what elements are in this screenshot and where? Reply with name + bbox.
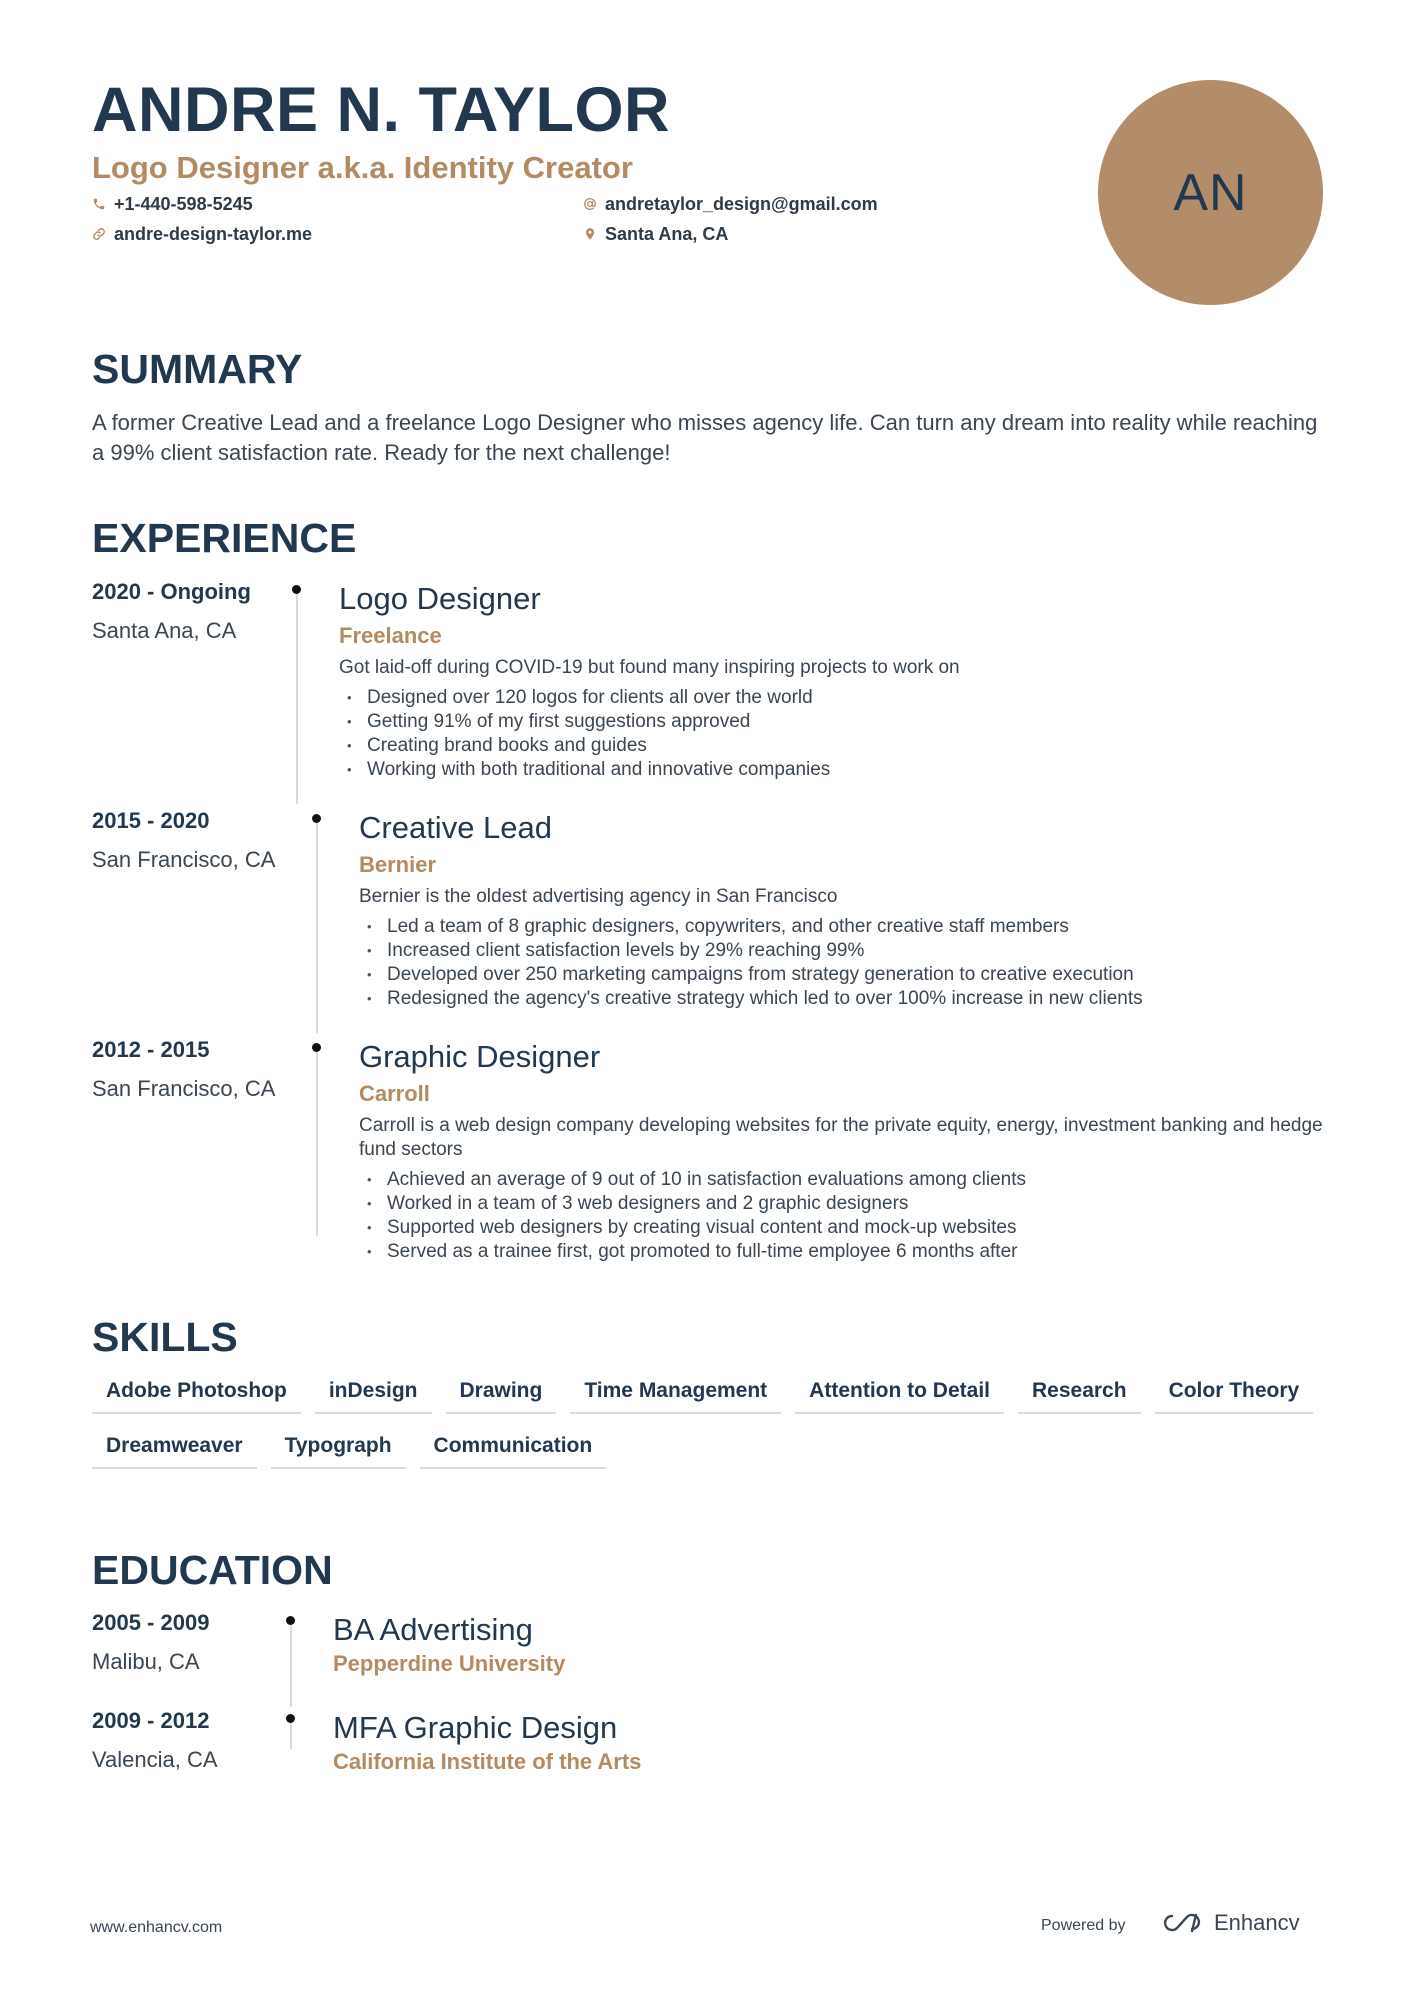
skill-tag: Attention to Detail [795, 1378, 1004, 1414]
experience-dates: 2015 - 2020 [92, 808, 210, 833]
timeline-dot [286, 1714, 295, 1723]
skills-title: SKILLS [92, 1314, 238, 1360]
timeline-dot [312, 1043, 321, 1052]
candidate-name: ANDRE N. TAYLOR [92, 75, 671, 145]
job-bullet: • Served as a trainee first, got promoted to full-time employee 6 months after [359, 1240, 1329, 1264]
contact-website[interactable] [92, 222, 312, 246]
summary-text: A former Creative Lead and a freelance Logo Designer who misses agency life. Can turn any dream into reality while reaching a 99% client satisfaction rate. Ready for the next challenge! [92, 410, 1318, 465]
phone-icon [92, 197, 106, 211]
contact-phone [92, 192, 253, 216]
timeline-line [290, 1625, 292, 1707]
education-dates: 2005 - 2009 [92, 1610, 210, 1635]
job-bullet: • Achieved an average of 9 out of 10 in satisfaction evaluations among clients [359, 1168, 1329, 1192]
footer-url[interactable]: www.enhancv.com [90, 1919, 223, 1936]
summary-title: SUMMARY [92, 346, 303, 392]
experience-location: San Francisco, CA [92, 847, 276, 872]
experience-dates: 2020 - Ongoing [92, 579, 251, 604]
job-title: Creative Lead [359, 810, 553, 845]
job-title: Logo Designer [339, 581, 541, 616]
enhancv-logo-icon [1160, 1911, 1206, 1935]
timeline-line [316, 1052, 318, 1236]
skill-tag: Drawing [446, 1378, 557, 1414]
education-location: Malibu, CA [92, 1649, 200, 1674]
experience-title: EXPERIENCE [92, 515, 357, 561]
skill-tag: Typograph [271, 1433, 406, 1469]
education-title: EDUCATION [92, 1547, 333, 1593]
job-description: Got laid-off during COVID-19 but found many inspiring projects to work on [339, 657, 960, 678]
education-degree: BA Advertising [333, 1612, 533, 1647]
enhancv-brand-text: Enhancv [1214, 1910, 1300, 1935]
job-bullet: • Redesigned the agency's creative strategy which led to over 100% increase in new clients [359, 987, 1329, 1011]
experience-dates: 2012 - 2015 [92, 1037, 210, 1062]
avatar: AN [1098, 80, 1323, 305]
contact-location [583, 222, 728, 246]
skill-tag: Communication [420, 1433, 607, 1469]
job-description: Carroll is a web design company developing websites for the private equity, energy, investment banking and hedge fund sectors [359, 1115, 1323, 1160]
timeline-dot [312, 814, 321, 823]
job-bullet: • Getting 91% of my first suggestions approved [339, 710, 1329, 734]
phone-text: +1-440-598-5245 [114, 194, 253, 214]
candidate-role: Logo Designer a.k.a. Identity Creator [92, 150, 633, 185]
skill-tag: Time Management [570, 1378, 781, 1414]
timeline-line [290, 1723, 292, 1749]
job-description: Bernier is the oldest advertising agency in San Francisco [359, 886, 838, 907]
skill-tag: Research [1018, 1378, 1141, 1414]
education-school: Pepperdine University [333, 1651, 566, 1676]
education-school: California Institute of the Arts [333, 1749, 642, 1774]
job-bullets [359, 915, 1329, 1011]
email-text[interactable]: andretaylor_design@gmail.com [605, 194, 878, 214]
job-company: Freelance [339, 623, 442, 648]
job-bullet: • Worked in a team of 3 web designers and 2 graphic designers [359, 1192, 1329, 1216]
job-bullets [339, 686, 1329, 782]
location-text: Santa Ana, CA [605, 224, 729, 244]
job-bullet: • Creating brand books and guides [339, 734, 1329, 758]
timeline-line [296, 594, 298, 804]
enhancv-logo[interactable] [1160, 1910, 1300, 1936]
job-bullets [359, 1168, 1329, 1264]
link-icon [92, 227, 106, 241]
at-icon [583, 197, 597, 211]
education-dates: 2009 - 2012 [92, 1708, 210, 1733]
footer-powered-by: Powered by [1041, 1917, 1126, 1934]
timeline-line [316, 823, 318, 1033]
job-bullet: • Supported web designers by creating visual content and mock-up websites [359, 1216, 1329, 1240]
job-bullet: • Developed over 250 marketing campaigns from strategy generation to creative execution [359, 963, 1329, 987]
experience-location: Santa Ana, CA [92, 618, 237, 643]
website-text[interactable]: andre-design-taylor.me [114, 224, 313, 244]
job-bullet: • Increased client satisfaction levels by 29% reaching 99% [359, 939, 1329, 963]
job-title: Graphic Designer [359, 1039, 601, 1074]
experience-location: San Francisco, CA [92, 1076, 276, 1101]
skill-tag: Dreamweaver [92, 1433, 257, 1469]
job-company: Carroll [359, 1081, 430, 1106]
job-bullet: • Led a team of 8 graphic designers, copywriters, and other creative staff members [359, 915, 1329, 939]
education-degree: MFA Graphic Design [333, 1710, 618, 1745]
skill-tag: inDesign [315, 1378, 432, 1414]
skill-tag: Color Theory [1155, 1378, 1314, 1414]
location-pin-icon [583, 227, 597, 241]
timeline-dot [292, 585, 301, 594]
skill-tag: Adobe Photoshop [92, 1378, 301, 1414]
contact-email[interactable] [583, 192, 878, 216]
education-location: Valencia, CA [92, 1747, 218, 1772]
job-bullet: • Designed over 120 logos for clients all over the world [339, 686, 1329, 710]
job-company: Bernier [359, 852, 437, 877]
skills-list [92, 1378, 1332, 1469]
timeline-dot [286, 1616, 295, 1625]
job-bullet: • Working with both traditional and innovative companies [339, 758, 1329, 782]
